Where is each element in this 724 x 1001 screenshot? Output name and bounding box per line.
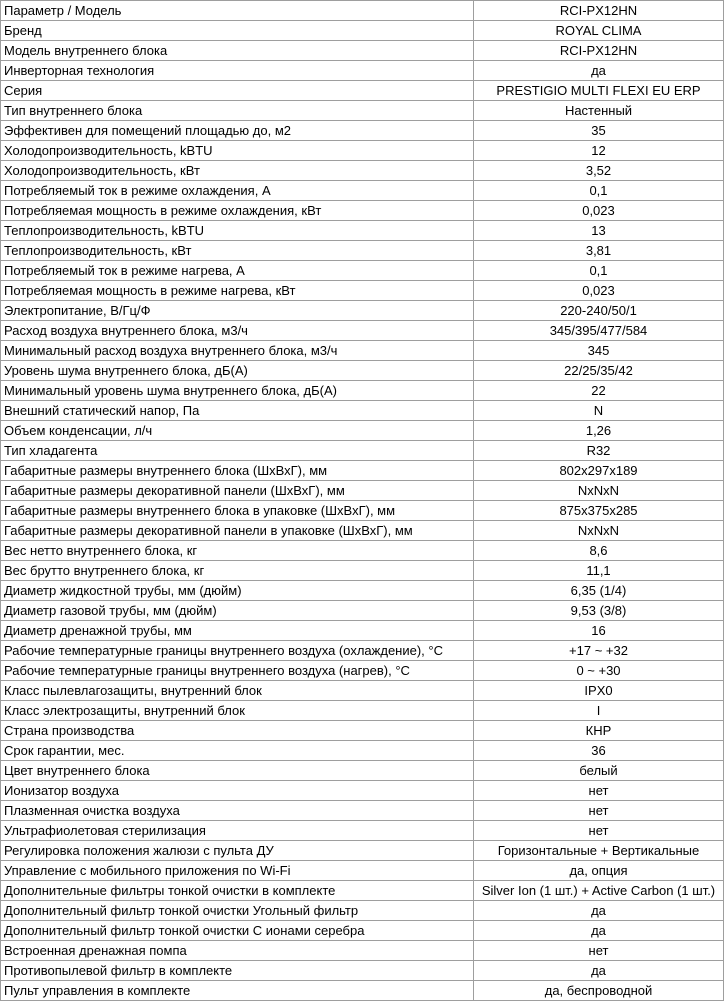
value-cell: нет xyxy=(474,781,724,801)
parameter-cell: Параметр / Модель xyxy=(1,1,474,21)
parameter-cell: Ультрафиолетовая стерилизация xyxy=(1,821,474,841)
value-cell: 11,1 xyxy=(474,561,724,581)
value-cell: NxNxN xyxy=(474,481,724,501)
value-cell: КНР xyxy=(474,721,724,741)
table-row xyxy=(1,201,724,221)
value-cell: 16 xyxy=(474,621,724,641)
value-cell: Горизонтальные + Вертикальные xyxy=(474,841,724,861)
parameter-cell: Тип внутреннего блока xyxy=(1,101,474,121)
parameter-cell: Диаметр дренажной трубы, мм xyxy=(1,621,474,641)
value-cell: белый xyxy=(474,761,724,781)
table-row xyxy=(1,341,724,361)
table-row xyxy=(1,361,724,381)
value-cell: 6,35 (1/4) xyxy=(474,581,724,601)
value-cell: N xyxy=(474,401,724,421)
table-row xyxy=(1,261,724,281)
parameter-cell: Дополнительный фильтр тонкой очистки Угольный фильтр xyxy=(1,901,474,921)
parameter-cell: Дополнительные фильтры тонкой очистки в комплекте xyxy=(1,881,474,901)
parameter-cell: Теплопроизводительность, kBTU xyxy=(1,221,474,241)
parameter-cell: Вес нетто внутреннего блока, кг xyxy=(1,541,474,561)
parameter-cell: Объем конденсации, л/ч xyxy=(1,421,474,441)
value-cell: 13 xyxy=(474,221,724,241)
value-cell: да xyxy=(474,61,724,81)
value-cell: 0 ~ +30 xyxy=(474,661,724,681)
table-row xyxy=(1,101,724,121)
value-cell: нет xyxy=(474,801,724,821)
value-cell: да xyxy=(474,901,724,921)
value-cell: нет xyxy=(474,821,724,841)
table-row xyxy=(1,921,724,941)
table-row xyxy=(1,581,724,601)
table-row xyxy=(1,761,724,781)
parameter-cell: Расход воздуха внутреннего блока, м3/ч xyxy=(1,321,474,341)
parameter-cell: Минимальный расход воздуха внутреннего блока, м3/ч xyxy=(1,341,474,361)
table-row xyxy=(1,801,724,821)
value-cell: IPX0 xyxy=(474,681,724,701)
table-row xyxy=(1,181,724,201)
table-row xyxy=(1,141,724,161)
value-cell: да xyxy=(474,961,724,981)
parameter-cell: Плазменная очистка воздуха xyxy=(1,801,474,821)
parameter-cell: Дополнительный фильтр тонкой очистки С ионами серебра xyxy=(1,921,474,941)
parameter-cell: Регулировка положения жалюзи с пульта ДУ xyxy=(1,841,474,861)
table-row xyxy=(1,981,724,1001)
table-row xyxy=(1,621,724,641)
value-cell: 9,53 (3/8) xyxy=(474,601,724,621)
parameter-cell: Эффективен для помещений площадью до, м2 xyxy=(1,121,474,141)
table-row xyxy=(1,601,724,621)
value-cell: да, опция xyxy=(474,861,724,881)
parameter-cell: Противопылевой фильтр в комплекте xyxy=(1,961,474,981)
table-row xyxy=(1,441,724,461)
table-row xyxy=(1,21,724,41)
value-cell: RCI-PX12HN xyxy=(474,41,724,61)
table-row xyxy=(1,61,724,81)
table-row xyxy=(1,161,724,181)
table-row xyxy=(1,281,724,301)
table-row xyxy=(1,41,724,61)
value-cell: PRESTIGIO MULTI FLEXI EU ERP xyxy=(474,81,724,101)
table-row xyxy=(1,661,724,681)
parameter-cell: Бренд xyxy=(1,21,474,41)
parameter-cell: Диаметр жидкостной трубы, мм (дюйм) xyxy=(1,581,474,601)
table-row xyxy=(1,861,724,881)
table-row xyxy=(1,401,724,421)
value-cell: 22/25/35/42 xyxy=(474,361,724,381)
table-row xyxy=(1,481,724,501)
value-cell: 3,52 xyxy=(474,161,724,181)
table-row xyxy=(1,721,724,741)
table-row xyxy=(1,321,724,341)
value-cell: 36 xyxy=(474,741,724,761)
table-row xyxy=(1,421,724,441)
value-cell: 1,26 xyxy=(474,421,724,441)
parameter-cell: Инверторная технология xyxy=(1,61,474,81)
value-cell: 802x297x189 xyxy=(474,461,724,481)
parameter-cell: Потребляемая мощность в режиме нагрева, кВт xyxy=(1,281,474,301)
parameter-cell: Встроенная дренажная помпа xyxy=(1,941,474,961)
value-cell: Настенный xyxy=(474,101,724,121)
value-cell: 0,023 xyxy=(474,281,724,301)
table-row xyxy=(1,301,724,321)
parameter-cell: Холодопроизводительность, kBTU xyxy=(1,141,474,161)
parameter-cell: Страна производства xyxy=(1,721,474,741)
parameter-cell: Электропитание, В/Гц/Ф xyxy=(1,301,474,321)
table-row xyxy=(1,1,724,21)
table-row xyxy=(1,741,724,761)
table-row xyxy=(1,841,724,861)
table-row xyxy=(1,881,724,901)
table-row xyxy=(1,961,724,981)
value-cell: 345 xyxy=(474,341,724,361)
table-row xyxy=(1,901,724,921)
spec-table-body xyxy=(1,1,724,1001)
value-cell: 0,1 xyxy=(474,181,724,201)
parameter-cell: Рабочие температурные границы внутреннего воздуха (нагрев), °С xyxy=(1,661,474,681)
value-cell: да xyxy=(474,921,724,941)
value-cell: NxNxN xyxy=(474,521,724,541)
parameter-cell: Диаметр газовой трубы, мм (дюйм) xyxy=(1,601,474,621)
parameter-cell: Габаритные размеры внутреннего блока в упаковке (ШхВхГ), мм xyxy=(1,501,474,521)
value-cell: 220-240/50/1 xyxy=(474,301,724,321)
parameter-cell: Потребляемый ток в режиме нагрева, А xyxy=(1,261,474,281)
value-cell: 22 xyxy=(474,381,724,401)
parameter-cell: Потребляемый ток в режиме охлаждения, А xyxy=(1,181,474,201)
parameter-cell: Рабочие температурные границы внутреннего воздуха (охлаждение), °С xyxy=(1,641,474,661)
parameter-cell: Потребляемая мощность в режиме охлаждения, кВт xyxy=(1,201,474,221)
value-cell: 875x375x285 xyxy=(474,501,724,521)
value-cell: 8,6 xyxy=(474,541,724,561)
parameter-cell: Серия xyxy=(1,81,474,101)
value-cell: 345/395/477/584 xyxy=(474,321,724,341)
table-row xyxy=(1,821,724,841)
parameter-cell: Ионизатор воздуха xyxy=(1,781,474,801)
table-row xyxy=(1,681,724,701)
parameter-cell: Габаритные размеры внутреннего блока (ШхВхГ), мм xyxy=(1,461,474,481)
parameter-cell: Вес брутто внутреннего блока, кг xyxy=(1,561,474,581)
value-cell: +17 ~ +32 xyxy=(474,641,724,661)
table-row xyxy=(1,121,724,141)
value-cell: 0,023 xyxy=(474,201,724,221)
value-cell: 12 xyxy=(474,141,724,161)
parameter-cell: Габаритные размеры декоративной панели в упаковке (ШхВхГ), мм xyxy=(1,521,474,541)
table-row xyxy=(1,701,724,721)
parameter-cell: Цвет внутреннего блока xyxy=(1,761,474,781)
table-row xyxy=(1,781,724,801)
value-cell: 3,81 xyxy=(474,241,724,261)
value-cell: да, беспроводной xyxy=(474,981,724,1001)
value-cell: нет xyxy=(474,941,724,961)
value-cell: Silver Ion (1 шт.) + Active Carbon (1 шт.) xyxy=(474,881,724,901)
table-row xyxy=(1,81,724,101)
parameter-cell: Уровень шума внутреннего блока, дБ(А) xyxy=(1,361,474,381)
parameter-cell: Минимальный уровень шума внутреннего блока, дБ(А) xyxy=(1,381,474,401)
parameter-cell: Срок гарантии, мес. xyxy=(1,741,474,761)
parameter-cell: Холодопроизводительность, кВт xyxy=(1,161,474,181)
table-row xyxy=(1,641,724,661)
parameter-cell: Теплопроизводительность, кВт xyxy=(1,241,474,261)
parameter-cell: Класс пылевлагозащиты, внутренний блок xyxy=(1,681,474,701)
parameter-cell: Габаритные размеры декоративной панели (ШхВхГ), мм xyxy=(1,481,474,501)
value-cell: R32 xyxy=(474,441,724,461)
table-row xyxy=(1,221,724,241)
table-row xyxy=(1,501,724,521)
value-cell: I xyxy=(474,701,724,721)
parameter-cell: Внешний статический напор, Па xyxy=(1,401,474,421)
table-row xyxy=(1,941,724,961)
table-row xyxy=(1,461,724,481)
parameter-cell: Класс электрозащиты, внутренний блок xyxy=(1,701,474,721)
table-row xyxy=(1,561,724,581)
value-cell: ROYAL CLIMA xyxy=(474,21,724,41)
value-cell: 35 xyxy=(474,121,724,141)
table-row xyxy=(1,521,724,541)
table-row xyxy=(1,541,724,561)
value-cell: 0,1 xyxy=(474,261,724,281)
table-row xyxy=(1,241,724,261)
parameter-cell: Модель внутреннего блока xyxy=(1,41,474,61)
parameter-cell: Тип хладагента xyxy=(1,441,474,461)
table-row xyxy=(1,381,724,401)
parameter-cell: Пульт управления в комплекте xyxy=(1,981,474,1001)
parameter-cell: Управление с мобильного приложения по Wi-Fi xyxy=(1,861,474,881)
value-cell: RCI-PX12HN xyxy=(474,1,724,21)
